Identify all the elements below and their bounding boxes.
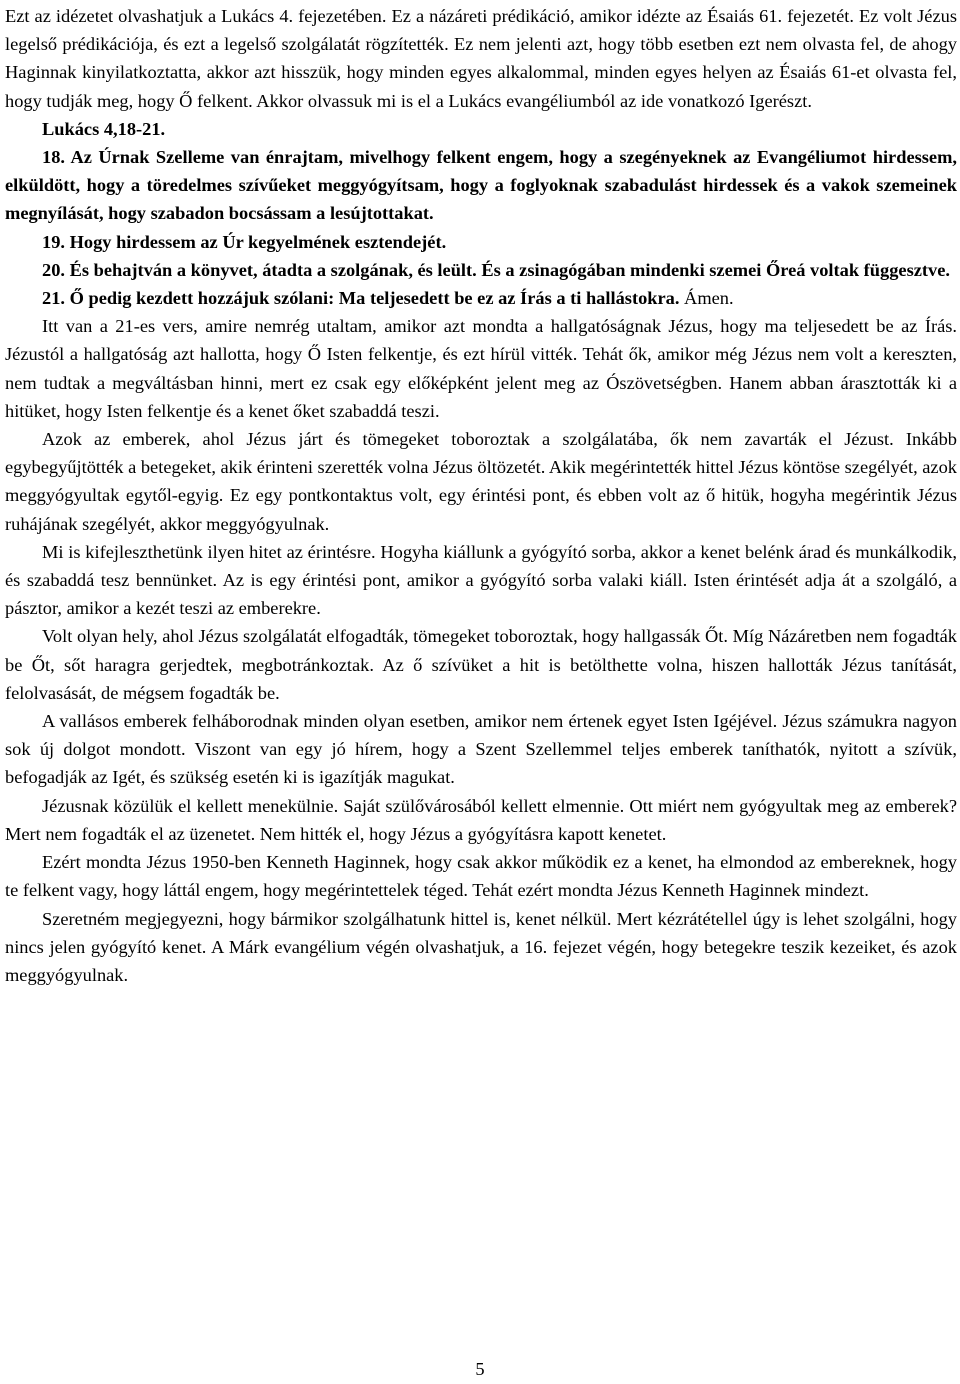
body-paragraph: Mi is kifejleszthetünk ilyen hitet az érintésre. Hogyha kiállunk a gyógyító sorba, akkor a kenet belénk árad és munkálkodik, és szabaddá tesz bennünket. Az is egy érintési pont, amikor a gyógyító sorba valaki kiáll. Isten érintését adja át a szolgáló, a pásztor, amikor a kezét teszi az emberekre. <box>5 541 957 619</box>
amen-text: Ámen. <box>679 288 734 309</box>
body-paragraph: A vallásos emberek felháborodnak minden olyan esetben, amikor nem értenek egyet Isten Igéjével. Jézus számukra nagyon sok új dolgot mondott. Viszont van egy jó hírem, hogy a Szent Szellemmel teljes emberek taníthatók, nyitott a szívük, befogadják az Igét, és szükség esetén ki is igazítják magukat. <box>5 711 957 788</box>
body-paragraph: Ezért mondta Jézus 1950-ben Kenneth Haginnek, hogy csak akkor működik ez a kenet, ha elmondod az embereknek, hogy te felkent vagy, hogy láttál engem, hogy megérintettelek téged. Tehát ezért mondta Jézus Kenneth Haginnek mindezt. <box>5 852 957 901</box>
verse-21: 21. Ő pedig kezdett hozzájuk szólani: Ma teljesedett be ez az Írás a ti hallástokra. <box>42 288 680 309</box>
body-paragraph: Azok az emberek, ahol Jézus járt és tömegeket toboroztak a szolgálatába, ők nem zavarták el Jézust. Inkább egybegyűjtötték a betegeket, akik érinteni szerették volna Jézus öltözetét. Akik megérintették hittel Jézus köntöse szegélyét, azok meggyógyultak egytől-egyig. Ez egy pontkontaktus volt, egy érintési pont, és ebben volt az ő hitük, hogyha megérintik Jézus ruhájának szegélyét, akkor meggyógyulnak. <box>5 429 957 534</box>
page-number: 5 <box>475 1359 485 1379</box>
body-paragraph: Volt olyan hely, ahol Jézus szolgálatát elfogadták, tömegeket toboroztak, hogy hallgassák Őt. Míg Názáretben nem fogadták be Őt, sőt haragra gerjedtek, megbotránkoztak. Az ő szívüket a hit is betölthette volna, hiszen hallották Jézus tanítását, felolvasását, de mégsem fogadták be. <box>5 626 957 703</box>
verse-20: 20. És behajtván a könyvet, átadta a szolgának, és leült. És a zsinagógában mindenki szemei Őreá voltak függesztve. <box>42 259 950 280</box>
verse-18: 18. Az Úrnak Szelleme van énrajtam, mivelhogy felkent engem, hogy a szegényeknek az Evangéliumot hirdessem, elküldött, hogy a töredelmes szívűeket meggyógyítsam, hogy a foglyoknak szabadulást hirdessek és a vakok szemeinek megnyílását, hogy szabadon bocsássam a lesújtottakat. <box>5 147 957 224</box>
intro-paragraph: Ezt az idézetet olvashatjuk a Lukács 4. fejezetében. Ez a názáreti prédikáció, amikor idézte az Ésaiás 61. fejezetét. Ez volt Jézus legelső prédikációja, és ezt a legelső szolgálatát rögzítették. Ez nem jelenti azt, hogy több esetben ezt nem olvasta fel, de ahogy Haginnak kinyilatkoztatta, akkor azt hisszük, hogy minden egyes alkalommal, minden egyes helyen az Ésaiás 61-et olvasta fel, hogy tudják meg, hogy Ő felkent. Akkor olvassuk mi is el a Lukács evangéliumból az ide vonatkozó Igerészt. <box>5 6 957 111</box>
verse-19: 19. Hogy hirdessem az Úr kegyelmének esztendejét. <box>42 231 447 252</box>
body-paragraph: Itt van a 21-es vers, amire nemrég utaltam, amikor azt mondta a hallgatóságnak Jézus, hogy ma teljesedett be az Írás. Jézustól a hallgatóság azt hallotta, hogy Ő Isten felkentje, és ezt hírül vitték. Tehát ők, amikor még Jézus nem volt a kereszten, nem tudtak a megváltásban hinni, mert ez csak egy előképként jelent meg az Ószövetségben. Hanem abban árasztották ki a hitüket, hogy Isten felkentje és a kenet őket szabaddá teszi. <box>5 316 957 421</box>
verse-21-paragraph <box>5 284 957 312</box>
scripture-reference: Lukács 4,18-21. <box>42 118 166 139</box>
document-page <box>5 2 957 989</box>
body-paragraph: Jézusnak közülük el kellett menekülnie. Saját szülővárosából kellett elmennie. Ott miért nem gyógyultak meg az emberek? Mert nem fogadták el az üzenetet. Nem hitték el, hogy Jézus a gyógyításra kapott kenetet. <box>5 795 957 844</box>
body-paragraph: Szeretném megjegyezni, hogy bármikor szolgálhatunk hittel is, kenet nélkül. Mert kézrátétellel úgy is lehet szolgálni, hogy nincs jelen gyógyító kenet. A Márk evangélium végén olvashatjuk, a 16. fejezet végén, hogy betegekre teszik kezeiket, és azok meggyógyulnak. <box>5 908 957 985</box>
